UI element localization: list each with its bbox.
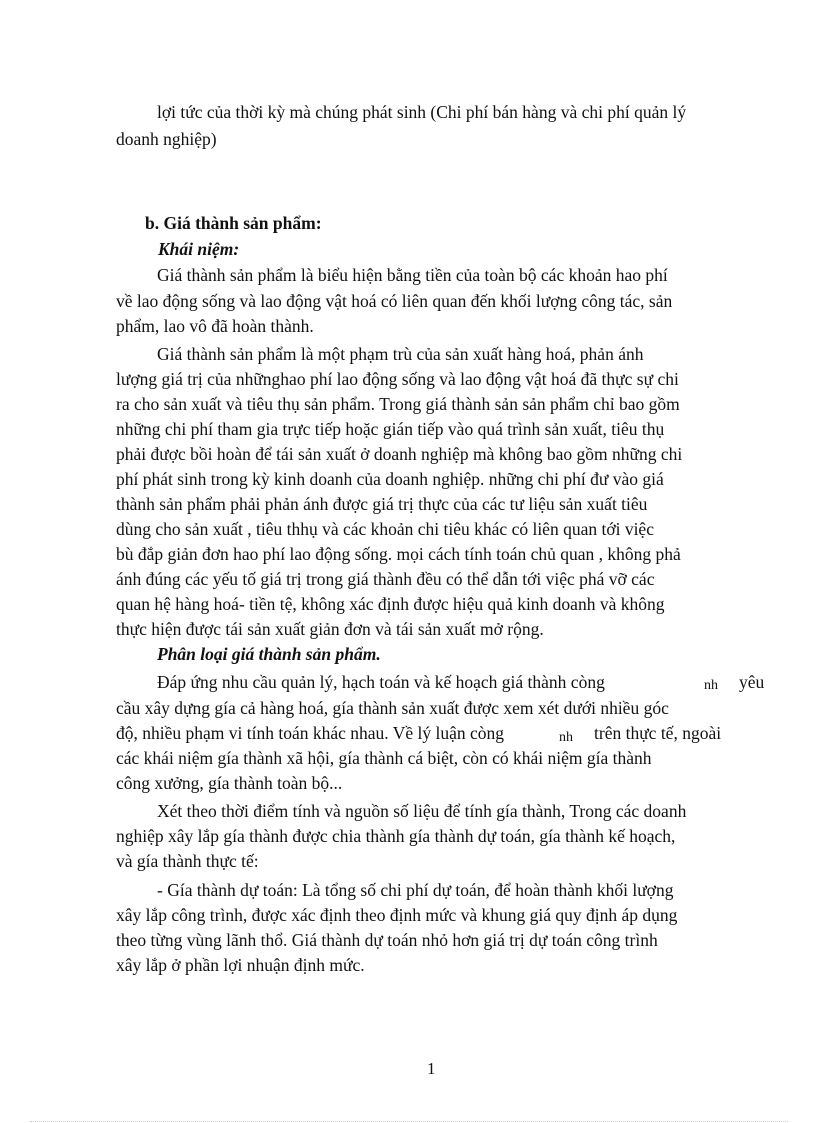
p2-line-4: những chi phí tham gia trực tiếp hoặc gián tiếp vào quá trình sản xuất, tiêu thụ xyxy=(116,419,665,439)
p3-sub-mark-1: nh xyxy=(704,678,718,693)
p2-line-5: phải được bồi hoàn để tái sản xuất ở doanh nghiệp mà không bao gồm những chi xyxy=(116,444,683,464)
intro-line-1: lợi tức của thời kỳ mà chúng phát sinh (Chi phí bán hàng và chi phí quản lý xyxy=(157,102,687,122)
p3-line-2: cầu xây dựng gía cả hàng hoá, gía thành sản xuất được xem xét dưới nhiều góc xyxy=(116,698,669,718)
p5-line-1: - Gía thành dự toán: Là tổng số chi phí dự toán, để hoàn thành khối lượng xyxy=(157,880,674,900)
intro-line-2: doanh nghiệp) xyxy=(116,129,217,149)
p2-line-6: phí phát sinh trong kỳ kinh doanh của doanh nghiệp. những chi phí đư vào giá xyxy=(116,469,664,489)
p2-line-2: lượng giá trị của nhữnghao phí lao động sống và lao động vật hoá đã thực sự chi xyxy=(116,369,679,389)
p3-sub-mark-2: nh xyxy=(559,730,573,745)
p2-line-11: quan hệ hàng hoá- tiền tệ, không xác định được hiệu quả kinh doanh và không xyxy=(116,594,665,614)
p3-line-1-end: yêu xyxy=(739,672,765,692)
p2-line-1: Giá thành sản phẩm là một phạm trù của sản xuất hàng hoá, phản ánh xyxy=(157,344,644,364)
concept-heading: Khái niệm: xyxy=(158,239,240,259)
p5-line-2: xây lắp công trình, được xác định theo định mức và khung giá quy định áp dụng xyxy=(116,905,678,925)
p2-line-12: thực hiện được tái sản xuất giản đơn và tái sản xuất mở rộng. xyxy=(116,619,544,639)
section-heading: b. Giá thành sản phẩm: xyxy=(145,213,322,233)
p4-line-1: Xét theo thời điểm tính và nguồn số liệu để tính gía thành, Trong các doanh xyxy=(157,801,687,821)
p3-line-5: công xưởng, gía thành toàn bộ... xyxy=(116,773,343,793)
p1-line-3: phẩm, lao vô đã hoàn thành. xyxy=(116,316,314,336)
classification-heading: Phân loại giá thành sản phẩm. xyxy=(157,644,381,664)
p4-line-3: và gía thành thực tế: xyxy=(116,851,259,871)
p3-line-4: các khái niệm gía thành xã hội, gía thành cá biệt, còn có khái niệm gía thành xyxy=(116,748,652,768)
p5-line-4: xây lắp ở phần lợi nhuận định mức. xyxy=(116,955,365,975)
p1-line-2: về lao động sống và lao động vật hoá có liên quan đến khối lượng công tác, sản xyxy=(116,291,673,311)
p2-line-7: thành sản phẩm phải phản ánh được giá trị thực của các tư liệu sản xuất tiêu xyxy=(116,494,648,514)
p2-line-8: dùng cho sản xuất , tiêu thhụ và các khoản chi tiêu khác có liên quan tới việc xyxy=(116,519,654,539)
p3-line-3a: độ, nhiều phạm vi tính toán khác nhau. Về lý luận còng xyxy=(116,723,504,743)
page-number: 1 xyxy=(427,1059,436,1078)
p1-line-1: Giá thành sản phẩm là biểu hiện bằng tiền của toàn bộ các khoản hao phí xyxy=(157,265,668,285)
p3-line-1: Đáp ứng nhu cầu quản lý, hạch toán và kế hoạch giá thành còng xyxy=(157,672,605,692)
p5-line-3: theo từng vùng lãnh thổ. Giá thành dự toán nhỏ hơn giá trị dự toán công trình xyxy=(116,930,658,950)
p2-line-9: bù đắp giản đơn hao phí lao động sống. mọi cách tính toán chủ quan , không phả xyxy=(116,544,681,564)
p2-line-10: ánh đúng các yếu tố giá trị trong giá thành đều có thể dẫn tới việc phá vỡ các xyxy=(116,569,655,589)
p4-line-2: nghiệp xây lắp gía thành được chia thành gía thành dự toán, gía thành kế hoạch, xyxy=(116,826,676,846)
p3-line-3b: trên thực tế, ngoài xyxy=(594,723,722,743)
page-bottom-divider xyxy=(30,1121,788,1122)
p2-line-3: ra cho sản xuất và tiêu thụ sản phẩm. Trong giá thành sản sản phẩm chỉ bao gồm xyxy=(116,394,680,414)
